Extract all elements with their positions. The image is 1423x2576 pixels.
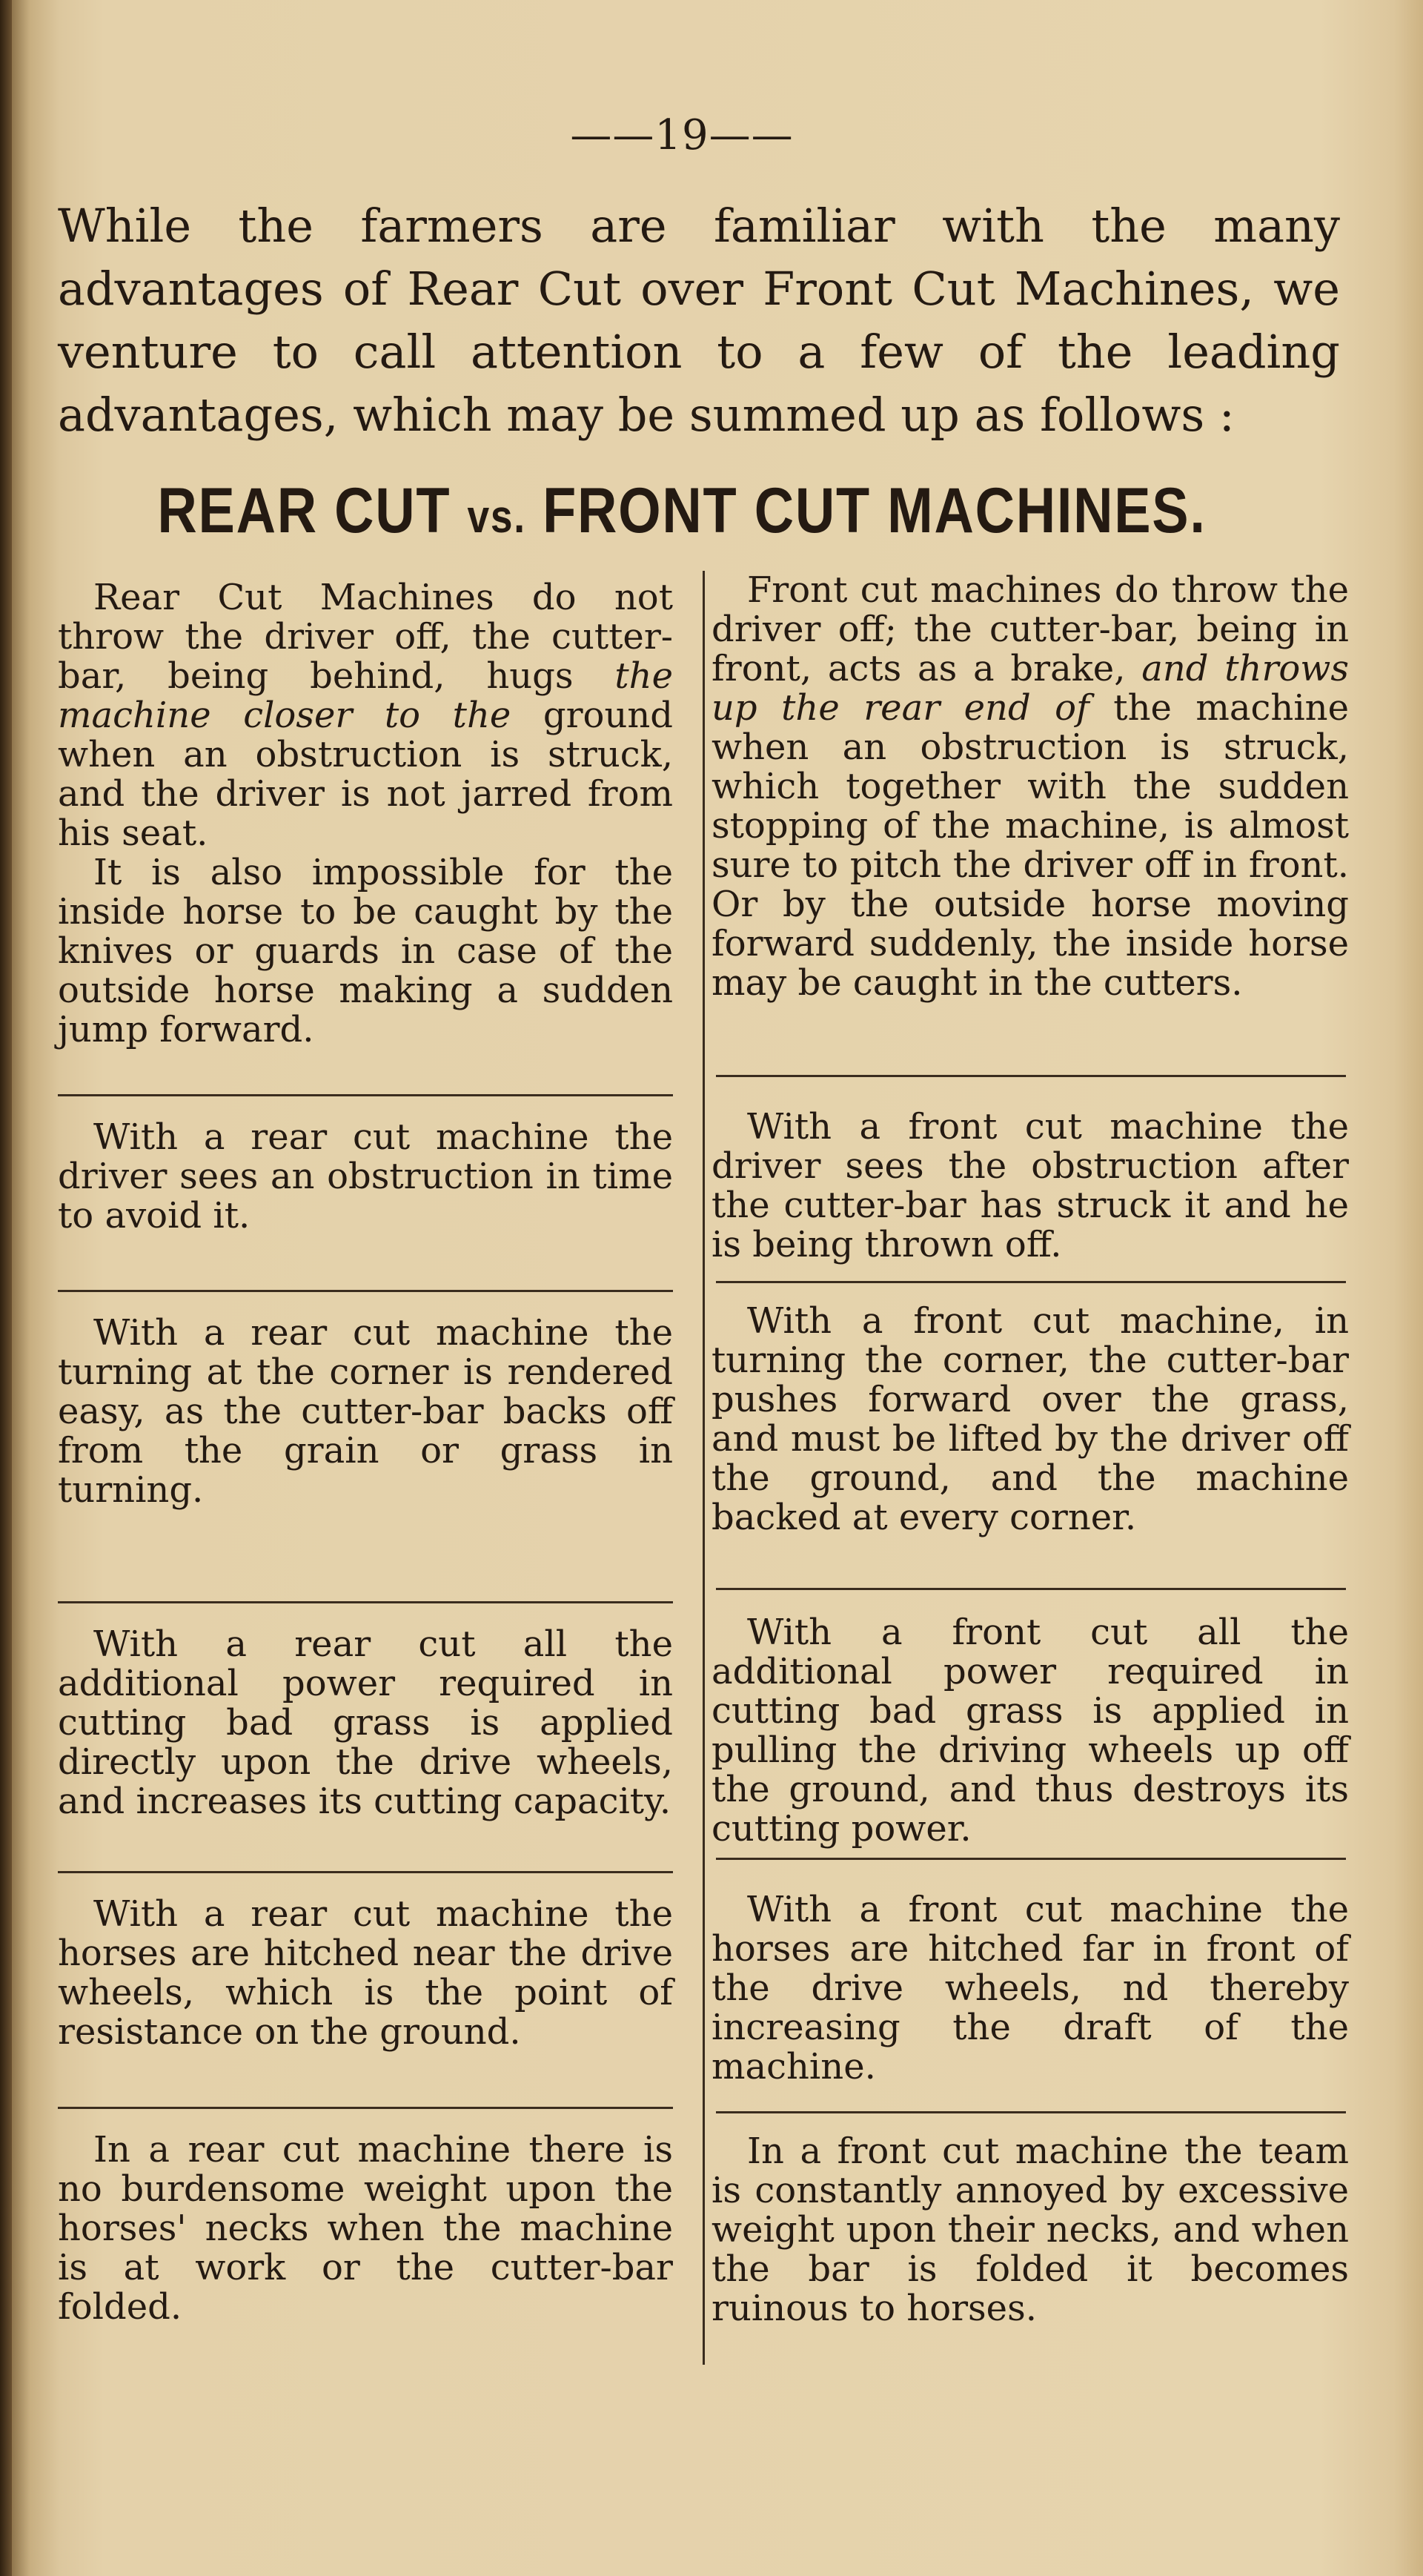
front-cut-item-1: [712, 571, 1349, 1003]
rear-cut-item-2: [58, 1118, 673, 1236]
front-cut-rule-1: [716, 1075, 1346, 1077]
front-cut-item-3-text: With a front cut machine, in turning the corner, the cutter-bar pushes forward over the grass, and must be lifted by the driver off the ground, and the machine backed at every corner.: [712, 1300, 1349, 1538]
headline-rear-cut: REAR CUT: [157, 475, 451, 546]
front-cut-item-1-text-b: the machine when an obstruction is struck, which together with the sudden stopping of the machine, is almost sure to pitch the driver off in front. Or by the outside horse moving forward suddenly, the inside horse may be caught in the cutters.: [712, 687, 1349, 1004]
column-divider: [703, 571, 705, 2365]
front-cut-item-1-italic: and throws up the rear end of: [712, 648, 1350, 729]
rear-cut-item-3: [58, 1314, 673, 1510]
rear-cut-item-1-para2: It is also impossible for the inside horse to be caught by the knives or guards in case of the outside horse making a sudden jump forward.: [58, 852, 673, 1050]
front-cut-item-6: [712, 2132, 1349, 2328]
page-number: ——19——: [570, 111, 794, 159]
front-cut-item-2-text: With a front cut machine the driver sees the obstruction after the cutter-bar has struck it and he is being thrown off.: [712, 1106, 1349, 1265]
rear-cut-item-1-text-b: ground when an obstruction is struck, and the driver is not jarred from his seat.: [58, 695, 673, 854]
rear-cut-item-4: [58, 1625, 673, 1821]
rear-cut-item-6: [58, 2130, 673, 2327]
headline-front-cut: FRONT CUT MACHINES.: [543, 475, 1207, 546]
intro-paragraph: While the farmers are familiar with the many advantages of Rear Cut over Front Cut Machines, we venture to call attention to a few of the leading advantages, which may be summed up as follows :: [58, 199, 1340, 442]
front-cut-item-1-text: [712, 571, 1349, 1003]
front-cut-rule-4: [716, 1858, 1346, 1860]
front-cut-rule-2: [716, 1281, 1346, 1283]
rear-cut-item-3-text: With a rear cut machine the turning at the corner is rendered easy, as the cutter-bar backs off from the grain or grass in turning.: [58, 1312, 673, 1511]
rear-cut-rule-4: [58, 1871, 673, 1873]
rear-cut-item-5-text: With a rear cut machine the horses are hitched near the drive wheels, which is the point of resistance on the ground.: [58, 1893, 673, 2053]
rear-cut-rule-2: [58, 1290, 673, 1292]
rear-cut-item-5: [58, 1895, 673, 2052]
front-cut-rule-5: [716, 2111, 1346, 2113]
rear-cut-rule-1: [58, 1094, 673, 1096]
rear-cut-item-1-italic: the machine closer to the: [58, 655, 673, 736]
front-cut-item-2: [712, 1107, 1349, 1265]
rear-cut-rule-5: [58, 2107, 673, 2109]
front-cut-item-5-text: With a front cut machine the horses are hitched far in front of the drive wheels, nd thereby increasing the draft of the machine.: [712, 1889, 1349, 2087]
front-cut-rule-3: [716, 1588, 1346, 1590]
rear-cut-item-6-text: In a rear cut machine there is no burdensome weight upon the horses' necks when the machine is at work or the cutter-bar folded.: [58, 2129, 673, 2328]
front-cut-item-3: [712, 1302, 1349, 1537]
rear-cut-item-1: [58, 578, 673, 1050]
rear-cut-item-1-para1: [58, 578, 673, 853]
front-cut-item-6-text: In a front cut machine the team is constantly annoyed by excessive weight upon their necks, and when the bar is folded it becomes ruinous to horses.: [712, 2130, 1349, 2329]
front-cut-item-1-text-a: Front cut machines do throw the driver off; the cutter-bar, being in front, acts as a brake,: [712, 569, 1349, 689]
front-cut-item-5: [712, 1890, 1349, 2087]
rear-cut-item-2-text: With a rear cut machine the driver sees an obstruction in time to avoid it.: [58, 1116, 673, 1236]
rear-cut-rule-3: [58, 1601, 673, 1603]
rear-cut-item-1-text-a: Rear Cut Machines do not throw the driver off, the cutter-bar, being behind, hugs: [58, 577, 673, 697]
front-cut-item-4: [712, 1613, 1349, 1849]
rear-cut-item-4-text: With a rear cut all the additional power required in cutting bad grass is applied directly upon the drive wheels, and increases its cutting capacity.: [58, 1623, 673, 1822]
book-spine-shadow: [0, 0, 12, 2576]
comparison-headline: [96, 474, 1268, 548]
headline-vs: vs.: [467, 491, 526, 543]
front-cut-item-4-text: With a front cut all the additional power required in cutting bad grass is applied in pulling the driving wheels up off the ground, and thus destroys its cutting power.: [712, 1612, 1349, 1850]
